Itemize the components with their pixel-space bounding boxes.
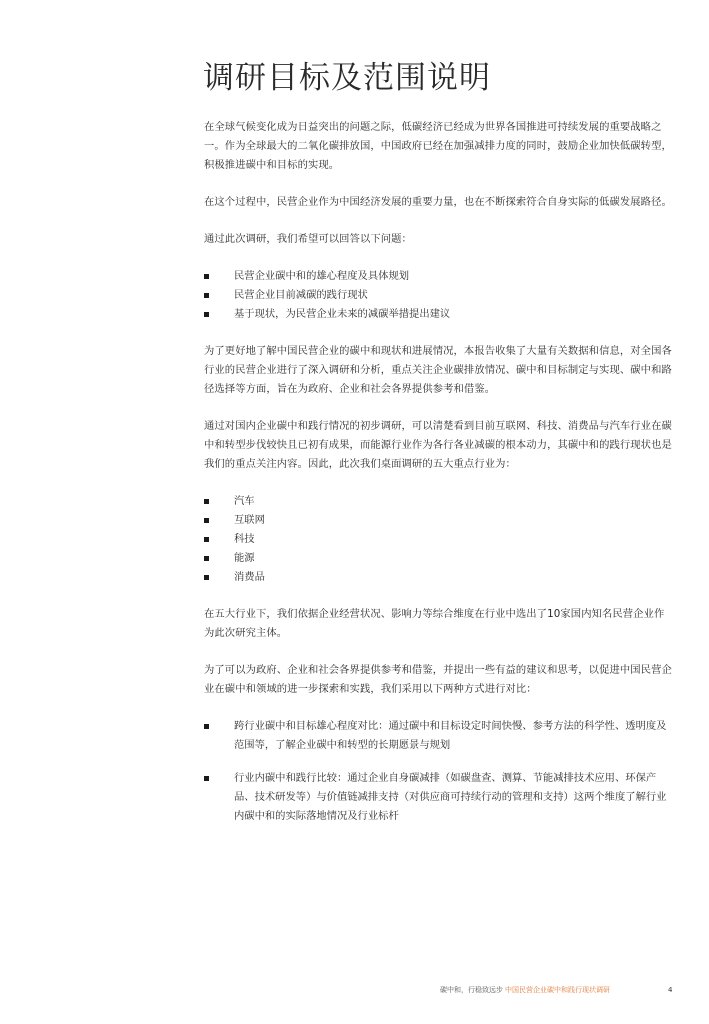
paragraph-intro: 在全球气候变化成为日益突出的问题之际，低碳经济已经成为世界各国推进可持续发展的重要战略之一。作为全球最大的二氧化碳排放国，中国政府已经在加强减排力度的同时，鼓励企业加快低碳转型，积极推进碳中和目标的实现。: [204, 121, 672, 171]
footer-title: 碳中和，行稳致远步: [440, 986, 503, 994]
bullet-square-icon: [204, 293, 209, 298]
list-item-text: 民营企业目前减碳的践行现状: [234, 289, 368, 301]
bullet-square-icon: [204, 724, 209, 729]
bullet-square-icon: [204, 499, 209, 504]
method-list: [204, 717, 674, 826]
list-item: [204, 511, 674, 530]
paragraph-comparison-intro: 为了可以为政府、企业和社会各界提供参考和借鉴，并提出一些有益的建议和思考，以促进中国民营企业在碳中和领域的进一步探索和实践，我们采用以下两种方式进行对比：: [204, 664, 672, 695]
footer-subtitle: 中国民营企业碳中和践行现状调研: [505, 986, 610, 994]
list-item-text: 跨行业碳中和目标雄心程度对比：通过碳中和目标设定时间快慢、参考方法的科学性、透明度及范围等，了解企业碳中和转型的长期愿景与规划: [234, 720, 667, 751]
list-item-text: 行业内碳中和践行比较：通过企业自身碳减排（如碳盘查、测算、节能减排技术应用、环保产品、技术研发等）与价值链减排支持（对供应商可持续行动的管理和支持）这两个维度了解行业内碳中和的实际落地情况及行业标杆: [234, 772, 667, 822]
bullet-square-icon: [204, 274, 209, 279]
paragraph-research-questions-intro: 通过此次调研，我们希望可以回答以下问题：: [204, 233, 412, 245]
list-item-text: 消费品: [234, 571, 265, 583]
paragraph-private-enterprises: 在这个过程中，民营企业作为中国经济发展的重要力量，也在不断探索符合自身实际的低碳发展路径。: [204, 196, 672, 208]
page-number: 4: [668, 986, 673, 994]
list-item: [204, 530, 674, 549]
bullet-square-icon: [204, 518, 209, 523]
list-item-text: 能源: [234, 552, 255, 564]
list-item: [204, 305, 674, 324]
list-item: [204, 286, 674, 305]
bullet-square-icon: [204, 556, 209, 561]
page-title: 调研目标及范围说明: [203, 60, 491, 96]
list-item: [204, 717, 674, 755]
bullet-square-icon: [204, 537, 209, 542]
list-item: [204, 492, 674, 511]
list-item-text: 科技: [234, 533, 255, 545]
industry-list: [204, 492, 674, 587]
bullet-square-icon: [204, 575, 209, 580]
list-item-text: 汽车: [234, 495, 255, 507]
question-list: [204, 267, 674, 324]
bullet-square-icon: [204, 312, 209, 317]
main-content: [204, 118, 674, 840]
list-item: [204, 549, 674, 568]
bullet-square-icon: [204, 776, 209, 781]
list-item-text: 民营企业碳中和的雄心程度及具体规划: [234, 270, 410, 282]
paragraph-industries-intro: 通过对国内企业碳中和践行情况的初步调研，可以清楚看到目前互联网、科技、消费品与汽车行业在碳中和转型步伐较快且已初有成果，而能源行业作为各行各业减碳的根本动力，其碳中和的践行现状也是我们的重点关注内容。因此，此次我们桌面调研的五大重点行业为：: [204, 420, 672, 470]
paragraph-report-scope: 为了更好地了解中国民营企业的碳中和现状和进展情况，本报告收集了大量有关数据和信息，对全国各行业的民营企业进行了深入调研和分析，重点关注企业碳排放情况、碳中和目标制定与实现、碳中和路径选择等方面，旨在为政府、企业和社会各界提供参考和借鉴。: [204, 345, 672, 395]
list-item: [204, 568, 674, 587]
page-footer: [440, 985, 680, 995]
list-item-text: 互联网: [234, 514, 265, 526]
list-item: [204, 769, 674, 826]
list-item-text: 基于现状，为民营企业未来的减碳举措提出建议: [234, 308, 451, 320]
paragraph-research-subjects: 在五大行业下，我们依据企业经营状况、影响力等综合维度在行业中选出了10家国内知名民营企业作为此次研究主体。: [204, 608, 665, 639]
list-item: [204, 267, 674, 286]
